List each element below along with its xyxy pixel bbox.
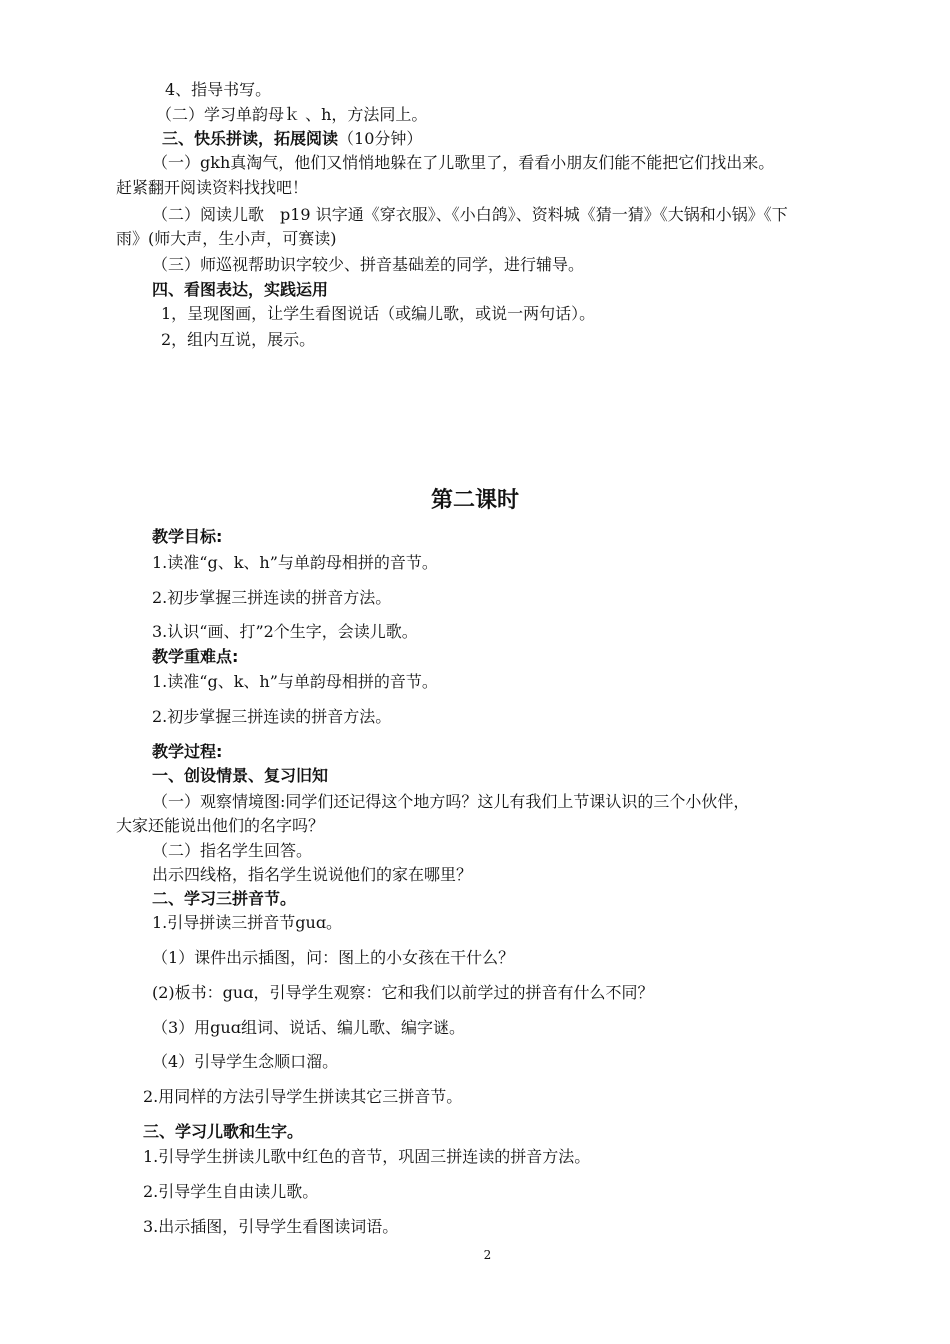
text-line: （三）师巡视帮助识字较少、拼音基础差的同学，进行辅导。 <box>152 255 585 274</box>
process-step-heading: 二、学习三拼音节。 <box>152 889 297 908</box>
goal-item: 2.初步掌握三拼连读的拼音方法。 <box>152 588 392 607</box>
goal-item: 3.认识“画、打”2个生字，会读儿歌。 <box>152 622 418 641</box>
text-line: 大家还能说出他们的名字吗？ <box>116 816 325 835</box>
text-line: （4）引导学生念顺口溜。 <box>152 1052 339 1071</box>
text-line: （1）课件出示插图，问：图上的小女孩在干什么？ <box>152 948 515 967</box>
key-point-item: 2.初步掌握三拼连读的拼音方法。 <box>152 707 392 726</box>
text-line: （3）用guɑ组词、说话、编儿歌、编字谜。 <box>152 1018 465 1037</box>
process-step-heading: 一、创设情景、复习旧知 <box>152 766 329 785</box>
process-step-heading: 三、学习儿歌和生字。 <box>143 1122 304 1141</box>
text-line: （二）指名学生回答。 <box>152 841 313 860</box>
section-heading-4: 四、看图表达，实践运用 <box>152 280 329 299</box>
text-line: 4、指导书写。 <box>165 80 272 99</box>
key-points-heading: 教学重难点: <box>152 647 239 666</box>
key-point-item: 1.读准“g、k、h”与单韵母相拼的音节。 <box>152 672 438 691</box>
text-line: （一）观察情境图:同学们还记得这个地方吗？这儿有我们上节课认识的三个小伙伴， <box>152 792 750 811</box>
text-line: 2.用同样的方法引导学生拼读其它三拼音节。 <box>143 1087 463 1106</box>
text-line: 1.引导学生拼读儿歌中红色的音节，巩固三拼连读的拼音方法。 <box>143 1147 591 1166</box>
lesson-title: 第二课时 <box>430 488 519 513</box>
text-line: 雨》(师大声，生小声，可赛读) <box>116 229 337 248</box>
text-line: 3.出示插图，引导学生看图读词语。 <box>143 1217 399 1236</box>
goal-item: 1.读准“g、k、h”与单韵母相拼的音节。 <box>152 553 438 572</box>
section-heading-3 <box>162 129 422 149</box>
text-line: （一）gkh真淘气，他们又悄悄地躲在了儿歌里了，看看小朋友们能不能把它们找出来。 <box>152 153 775 172</box>
text-line: 出示四线格，指名学生说说他们的家在哪里？ <box>152 865 473 884</box>
text-line: （二）阅读儿歌 p19 识字通《穿衣服》、《小白鸽》、资料城《猜一猜》《大锅和小锅》《下 <box>152 205 788 224</box>
text-line: 2，组内互说，展示。 <box>161 330 316 349</box>
section-heading-3-title: 三、快乐拼读，拓展阅读 <box>162 129 339 148</box>
text-line: 赶紧翻开阅读资料找找吧！ <box>116 178 309 197</box>
text-line: 2.引导学生自由读儿歌。 <box>143 1182 319 1201</box>
text-line: 1.引导拼读三拼音节guɑ。 <box>152 913 343 932</box>
section-heading-3-time: （10分钟） <box>338 129 423 148</box>
process-heading: 教学过程: <box>152 742 223 761</box>
text-line: （二）学习单韵母ｋ 、h，方法同上。 <box>156 105 428 124</box>
goals-heading: 教学目标: <box>152 527 223 546</box>
page-number: 2 <box>483 1248 492 1262</box>
text-line: 1，呈现图画，让学生看图说话（或编儿歌，或说一两句话）。 <box>161 304 596 323</box>
text-line: (2)板书：guɑ，引导学生观察：它和我们以前学过的拼音有什么不同？ <box>152 983 654 1002</box>
